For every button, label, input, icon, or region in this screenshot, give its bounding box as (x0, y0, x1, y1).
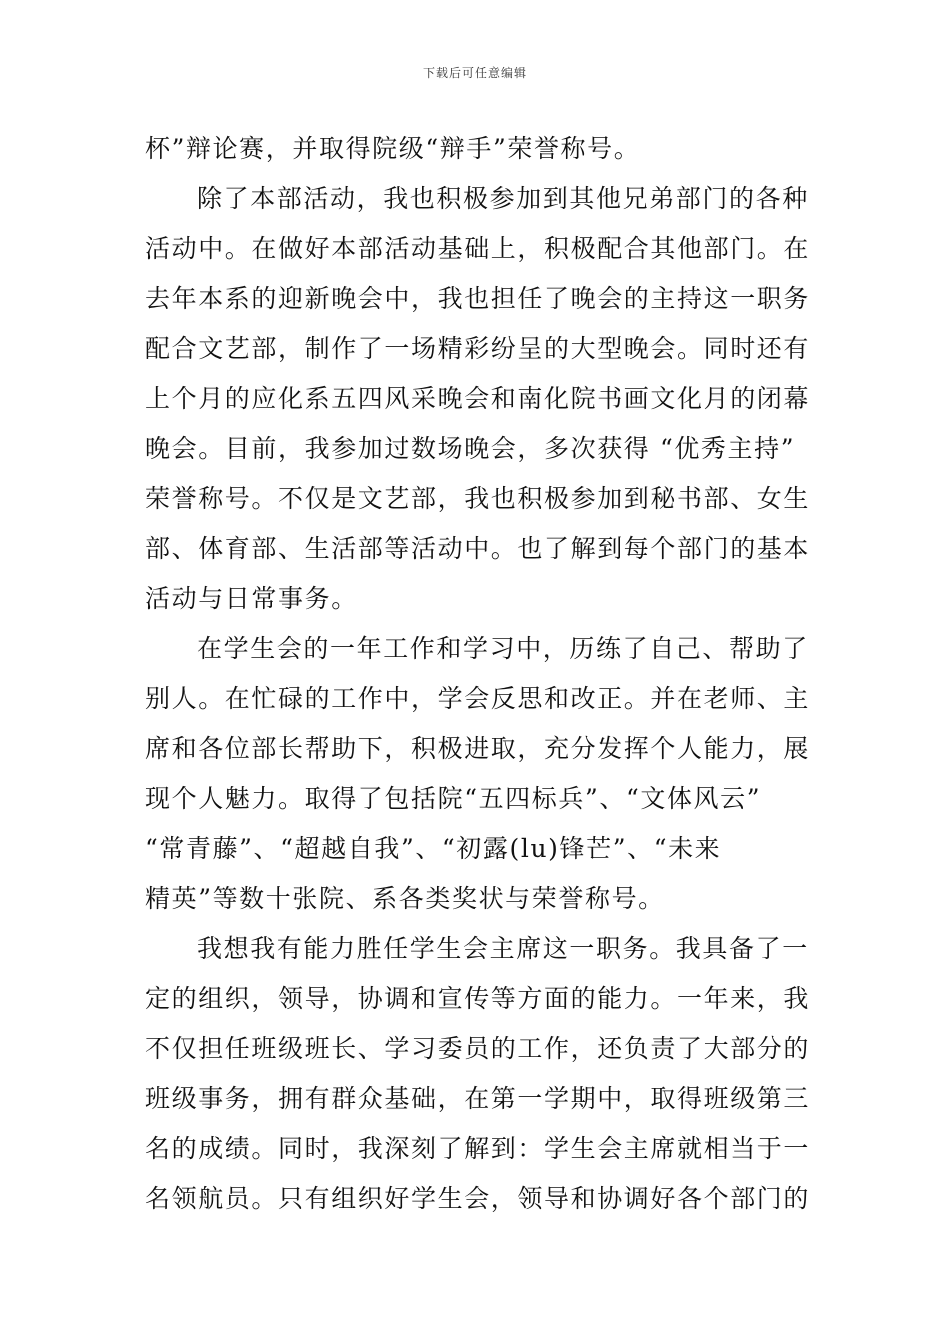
text-line: 晚会。目前，我参加过数场晚会，多次获得 “优秀主持” (145, 434, 796, 463)
document-body (145, 124, 810, 1224)
text-line: 现个人魅力。取得了包括院“五四标兵”、“文体风云” (145, 784, 762, 813)
text-line: 部、体育部、生活部等活动中。也了解到每个部门的基本 (145, 534, 811, 563)
page-header: 下载后可任意编辑 (422, 66, 527, 80)
text-line: 别人。在忙碌的工作中，学会反思和改正。并在老师、主 (145, 684, 811, 713)
text-line: 去年本系的迎新晚会中，我也担任了晚会的主持这一职务 (145, 284, 811, 313)
text-line: “常青藤”、“超越自我”、“初露(lu)锋芒”、“未来 (145, 834, 722, 863)
text-line: 我想我有能力胜任学生会主席这一职务。我具备了一 (197, 934, 809, 963)
text-line: 活动与日常事务。 (145, 584, 358, 613)
text-line: 荣誉称号。不仅是文艺部，我也积极参加到秘书部、女生 (145, 484, 811, 513)
text-line: 名领航员。只有组织好学生会，领导和协调好各个部门的 (145, 1184, 811, 1213)
text-line: 除了本部活动，我也积极参加到其他兄弟部门的各种 (197, 184, 809, 213)
text-line: 杯”辩论赛，并取得院级“辩手”荣誉称号。 (145, 134, 641, 163)
text-line: 在学生会的一年工作和学习中，历练了自己、帮助了 (197, 634, 809, 663)
text-line: 班级事务，拥有群众基础，在第一学期中，取得班级第三 (145, 1084, 811, 1113)
text-line: 配合文艺部，制作了一场精彩纷呈的大型晚会。同时还有 (145, 334, 811, 363)
paragraph-1 (145, 124, 810, 174)
text-line: 定的组织，领导，协调和宣传等方面的能力。一年来，我 (145, 984, 811, 1013)
paragraph-2 (145, 174, 810, 624)
text-line: 不仅担任班级班长、学习委员的工作，还负责了大部分的 (145, 1034, 811, 1063)
text-line: 上个月的应化系五四风采晚会和南化院书画文化月的闭幕 (145, 384, 811, 413)
text-line: 席和各位部长帮助下，积极进取，充分发挥个人能力，展 (145, 734, 811, 763)
paragraph-4 (145, 924, 810, 1224)
text-line: 精英”等数十张院、系各类奖状与荣誉称号。 (145, 884, 665, 913)
paragraph-3 (145, 624, 810, 924)
text-line: 活动中。在做好本部活动基础上，积极配合其他部门。在 (145, 234, 811, 263)
text-line: 名的成绩。同时，我深刻了解到：学生会主席就相当于一 (145, 1134, 811, 1163)
